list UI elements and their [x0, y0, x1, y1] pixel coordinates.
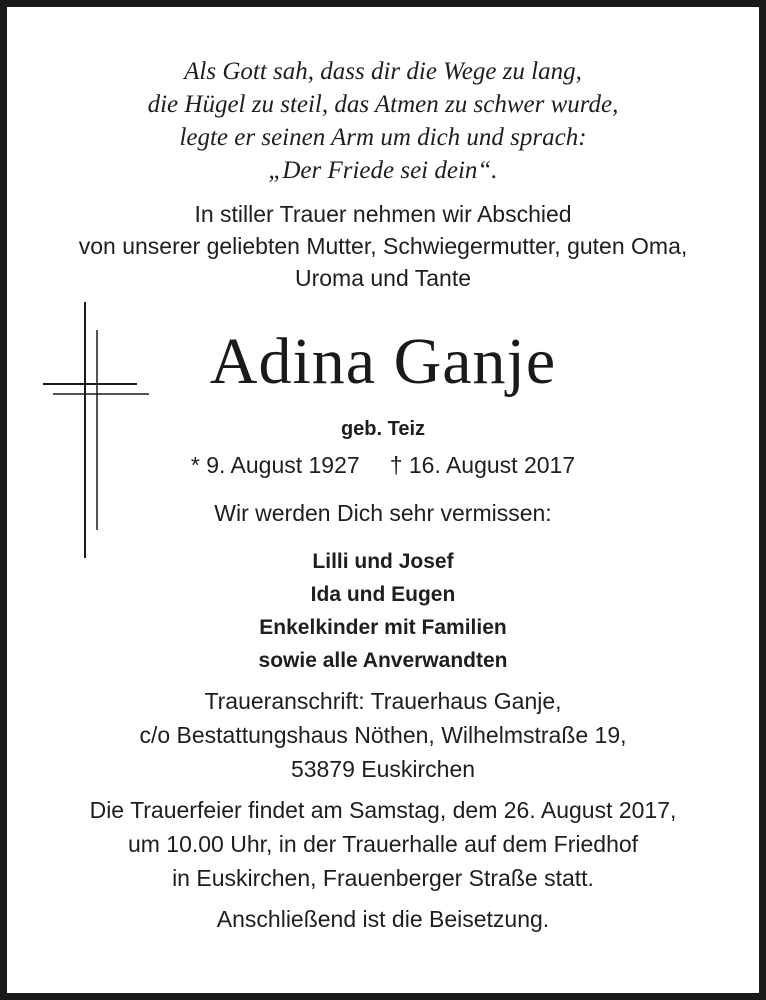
intro-line: von unserer geliebten Mutter, Schwiegermutter, guten Oma,: [78, 233, 688, 259]
poem-line: „Der Friede sei dein“.: [268, 157, 498, 184]
poem-line: Als Gott sah, dass dir die Wege zu lang,: [184, 58, 582, 85]
ceremony-line: in Euskirchen, Frauenberger Straße statt.: [172, 865, 594, 891]
ceremony-line: um 10.00 Uhr, in der Trauerhalle auf dem Friedhof: [127, 831, 639, 857]
farewell-line: Wir werden Dich sehr vermissen:: [214, 500, 552, 526]
birth-date: * 9. August 1927: [190, 452, 360, 478]
address-line: 53879 Euskirchen: [290, 756, 476, 782]
mourner-line: Enkelkinder mit Familien: [259, 616, 507, 639]
address-line: c/o Bestattungshaus Nöthen, Wilhelmstraße 19,: [139, 722, 627, 748]
deceased-name: Adina Ganje: [209, 325, 557, 398]
mourner-line: sowie alle Anverwandten: [258, 649, 508, 672]
poem-line: die Hügel zu steil, das Atmen zu schwer wurde,: [147, 91, 619, 118]
mourner-line: Ida und Eugen: [310, 583, 456, 606]
burial-note: Anschließend ist die Beisetzung.: [216, 906, 550, 932]
poem-line: legte er seinen Arm um dich und sprach:: [179, 124, 587, 151]
mourner-line: Lilli und Josef: [312, 550, 454, 573]
intro-line: Uroma und Tante: [294, 265, 471, 291]
intro-line: In stiller Trauer nehmen wir Abschied: [194, 201, 572, 227]
life-dates: [7, 454, 759, 477]
address-line: Traueranschrift: Trauerhaus Ganje,: [204, 688, 562, 714]
birth-name: geb. Teiz: [340, 418, 426, 440]
ceremony-line: Die Trauerfeier findet am Samstag, dem 26. August 2017,: [89, 797, 677, 823]
death-date: † 16. August 2017: [389, 452, 576, 478]
